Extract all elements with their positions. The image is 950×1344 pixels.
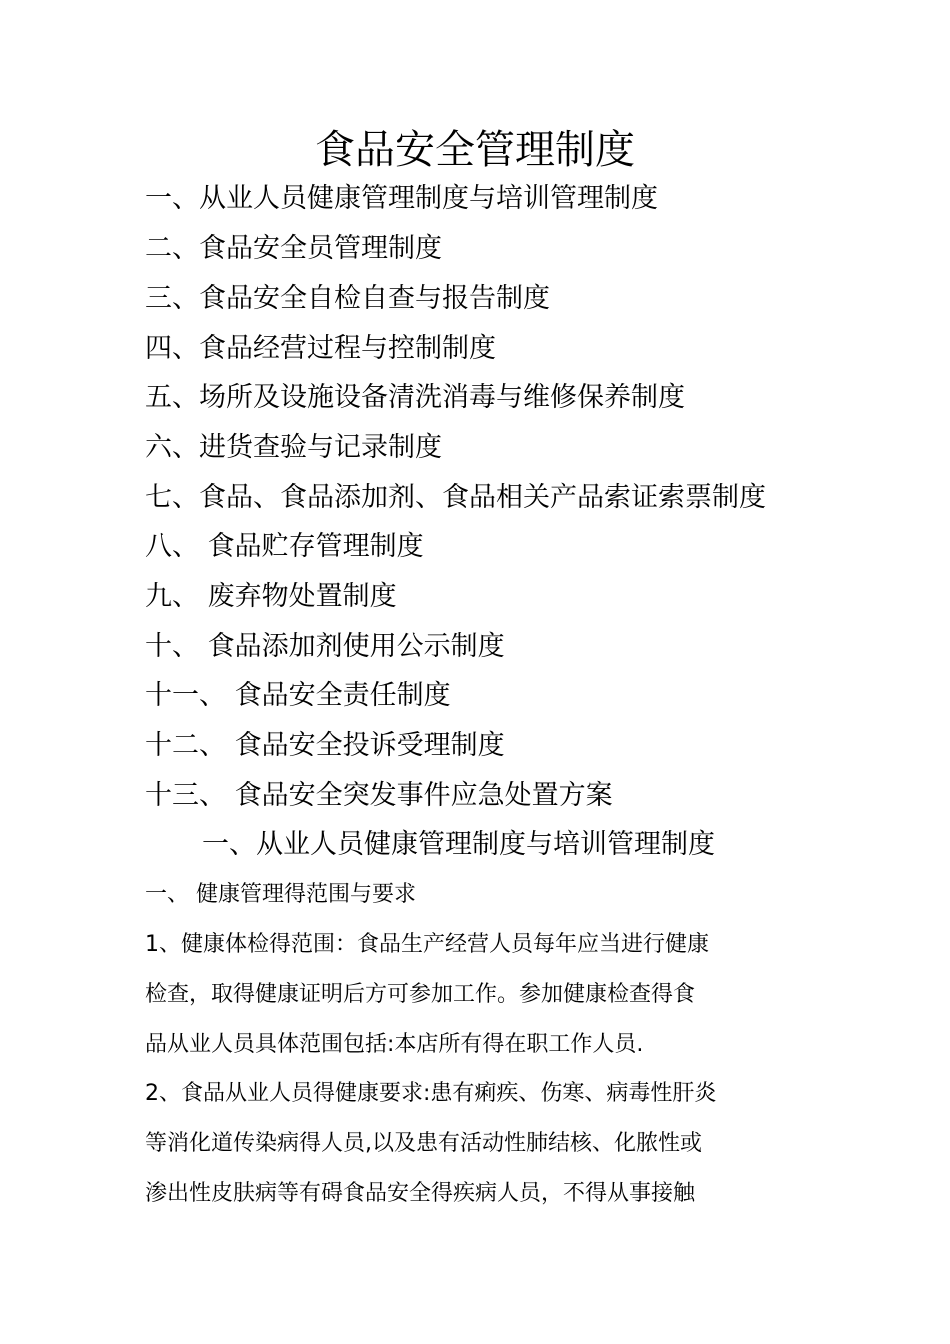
toc-item-7: 七、食品、食品添加剂、食品相关产品索证索票制度 xyxy=(145,482,766,513)
document-title: 食品安全管理制度 xyxy=(315,127,635,173)
toc-item-11: 十一、 食品安全责任制度 xyxy=(145,680,451,711)
toc-item-2: 二、食品安全员管理制度 xyxy=(145,233,442,264)
toc-item-13: 十三、 食品安全突发事件应急处置方案 xyxy=(145,780,613,811)
toc-item-3: 三、食品安全自检自查与报告制度 xyxy=(145,283,550,314)
toc-item-1: 一、从业人员健康管理制度与培训管理制度 xyxy=(145,183,658,214)
toc-item-5: 五、场所及设施设备清洗消毒与维修保养制度 xyxy=(145,382,685,413)
toc-item-10: 十、 食品添加剂使用公示制度 xyxy=(145,631,505,662)
body-line-2: 检查，取得健康证明后方可参加工作。参加健康检查得食 xyxy=(145,982,696,1007)
body-line-4: 2、食品从业人员得健康要求:患有痢疾、伤寒、病毒性肝炎 xyxy=(145,1081,717,1106)
toc-item-4: 四、食品经营过程与控制制度 xyxy=(145,333,496,364)
toc-item-9: 九、 废弃物处置制度 xyxy=(145,581,397,612)
toc-item-12: 十二、 食品安全投诉受理制度 xyxy=(145,730,505,761)
sub-heading: 一、 健康管理得范围与要求 xyxy=(145,882,416,907)
toc-item-8: 八、 食品贮存管理制度 xyxy=(145,531,424,562)
body-line-3: 品从业人员具体范围包括:本店所有得在职工作人员. xyxy=(145,1032,644,1057)
body-line-5: 等消化道传染病得人员,以及患有活动性肺结核、化脓性或 xyxy=(145,1131,702,1156)
section-heading: 一、从业人员健康管理制度与培训管理制度 xyxy=(202,829,715,860)
body-line-1: 1、健康体检得范围：食品生产经营人员每年应当进行健康 xyxy=(145,932,709,957)
body-line-6: 渗出性皮肤病等有碍食品安全得疾病人员，不得从事接触 xyxy=(145,1181,696,1206)
toc-item-6: 六、进货查验与记录制度 xyxy=(145,432,442,463)
